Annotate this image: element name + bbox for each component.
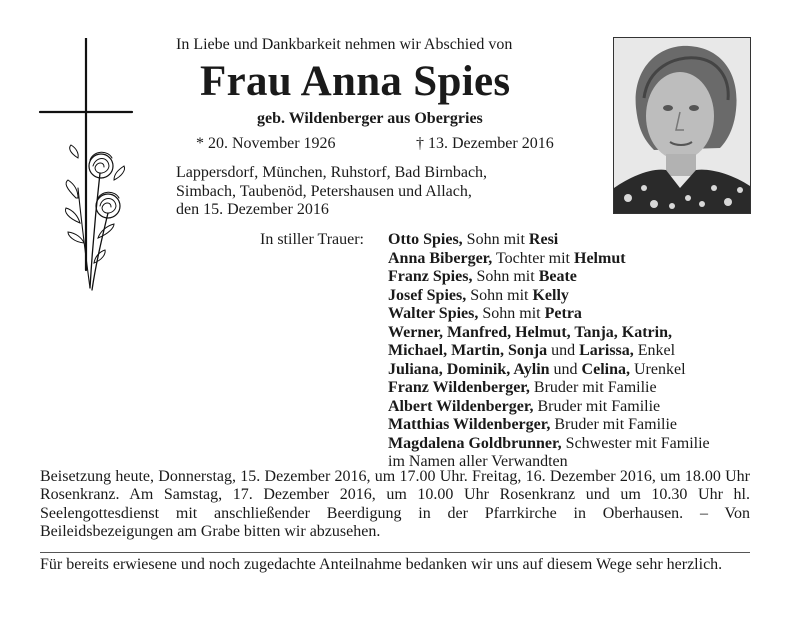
mourner-name: Kelly (532, 286, 569, 304)
divider (40, 552, 750, 553)
cross-with-roses-icon (38, 38, 134, 298)
mourner-relation: Tochter mit (492, 249, 574, 267)
mourner-name: Helmut (574, 249, 626, 267)
mourners-list (388, 231, 710, 472)
mourner-relation: und (547, 342, 580, 359)
mourner-name: Celina, (581, 360, 630, 378)
mourner-line (388, 342, 710, 361)
mourner-name: Werner, Manfred, Helmut, Tanja, Katrin, (388, 323, 672, 341)
mourner-relation: Bruder mit Familie (529, 379, 657, 396)
mourner-name: Juliana, Dominik, Aylin (388, 360, 550, 378)
mourner-relation: Schwester mit Familie (561, 434, 710, 452)
mourner-line (388, 305, 710, 324)
mourner-line (388, 361, 710, 380)
mourner-relation: Enkel (633, 342, 676, 359)
funeral-notice: Beisetzung heute, Donnerstag, 15. Dezember 2016, um 17.00 Uhr. Freitag, 16. Dezember 2016, um 18.00 Uhr Rosenkranz. Am Samstag, 17. Dezember 2016, um 10.00 Uhr Rosenkranz und um 10.30 Uhr hl. Seelengottesdienst mit anschließender Beerdigung in der Pfarrkirche in Oberhausen. – Von Beileidsbezeigungen am Grabe bitten wir abzusehen. (40, 468, 750, 541)
intro-text: In Liebe und Dankbarkeit nehmen wir Abschied von (176, 36, 513, 53)
mourner-relation: Bruder mit Familie (550, 416, 678, 433)
mourner-line (388, 231, 710, 250)
places-line: Simbach, Taubenöd, Petershausen und Allach, (176, 182, 472, 200)
mourner-line (388, 416, 710, 435)
mourner-line (388, 324, 710, 343)
mourner-relation: Bruder mit Familie (533, 397, 661, 415)
mourner-line (388, 435, 710, 454)
mourner-name: Walter Spies, (388, 305, 479, 322)
places-line: Lappersdorf, München, Ruhstorf, Bad Birnbach, (176, 164, 488, 181)
maiden-name: geb. Wildenberger aus Obergries (257, 110, 483, 127)
mourner-name: Beate (538, 268, 577, 285)
death-date: † 13. Dezember 2016 (416, 135, 554, 152)
mourner-name: Matthias Wildenberger, (388, 416, 551, 433)
mourner-name: Larissa, (579, 342, 634, 359)
mourning-label: In stiller Trauer: (260, 231, 364, 248)
mourner-name: Petra (544, 305, 582, 322)
birth-date: * 20. November 1926 (196, 135, 336, 152)
mourner-line (388, 287, 710, 306)
mourner-relation: im Namen aller Verwandten (388, 453, 568, 470)
mourner-relation: Sohn mit (472, 268, 539, 285)
mourner-relation: und (549, 360, 582, 378)
mourner-line (388, 379, 710, 398)
mourner-relation: Sohn mit (466, 286, 533, 304)
mourner-relation: Sohn mit (478, 305, 545, 322)
mourner-relation: Sohn mit (462, 231, 529, 248)
mourner-line (388, 250, 710, 269)
portrait-photo (613, 37, 751, 214)
date-line: den 15. Dezember 2016 (176, 201, 329, 218)
mourner-name: Michael, Martin, Sonja (388, 342, 548, 359)
mourner-name: Otto Spies, (388, 231, 463, 248)
places-and-date (176, 164, 487, 220)
mourner-name: Resi (528, 231, 559, 248)
mourner-relation: Urenkel (629, 360, 686, 378)
deceased-name: Frau Anna Spies (200, 58, 511, 105)
mourner-name: Albert Wildenberger, (388, 397, 534, 415)
thanks-text: Für bereits erwiesene und noch zugedachte Anteilnahme bedanken wir uns auf diesem Wege sehr herzlich. (40, 556, 723, 573)
mourner-line (388, 398, 710, 417)
portrait-photo-image (614, 38, 750, 213)
mourner-line (388, 268, 710, 287)
mourner-name: Magdalena Goldbrunner, (388, 434, 562, 452)
mourner-name: Anna Biberger, (388, 249, 493, 267)
mourner-name: Franz Wildenberger, (388, 379, 530, 396)
mourner-name: Franz Spies, (388, 268, 473, 285)
mourner-name: Josef Spies, (388, 286, 467, 304)
